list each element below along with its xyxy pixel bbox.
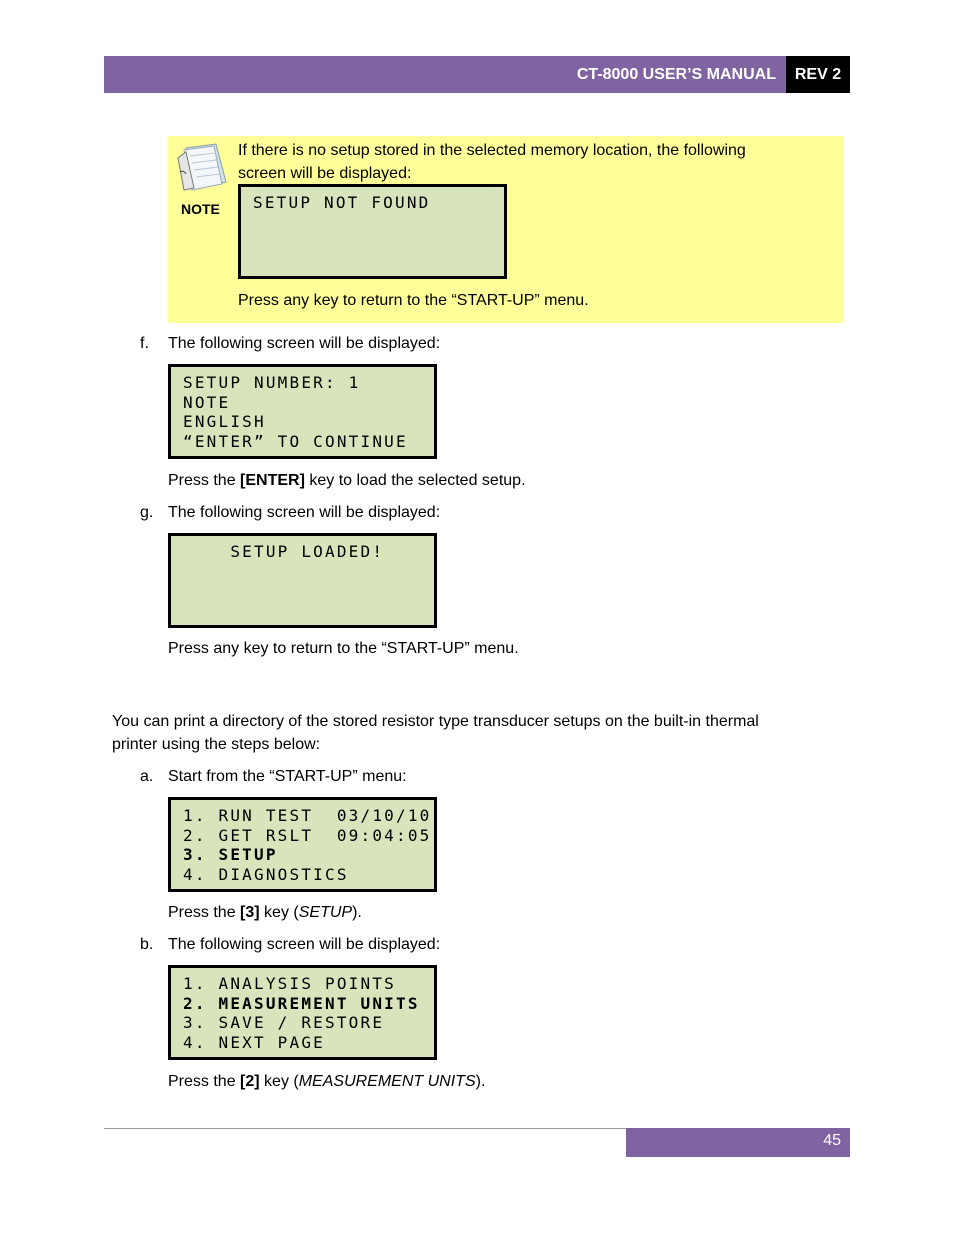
step-b-after-pre: Press the xyxy=(168,1073,241,1090)
enter-key-label: [ENTER] xyxy=(240,472,305,489)
intro-line1: You can print a directory of the stored resistor type transducer setups on the built-in thermal xyxy=(112,713,759,730)
step-b-after-post: ). xyxy=(475,1073,486,1090)
step-a-after-italic: SETUP xyxy=(298,904,353,921)
step-a-after-mid: key ( xyxy=(259,904,299,921)
step-marker-g: g. xyxy=(140,504,154,521)
lcd-line: ENGLISH xyxy=(183,412,266,431)
step-marker-a: a. xyxy=(140,768,154,785)
note-label: NOTE xyxy=(181,201,220,217)
key-2-label: [2] xyxy=(240,1073,260,1090)
note-after-text: Press any key to return to the “START-UP” menu. xyxy=(238,292,589,309)
key-3-label: [3] xyxy=(240,904,260,921)
lcd-setup-loaded xyxy=(168,533,437,628)
footer-bar xyxy=(626,1128,850,1157)
step-b-after-mid: key ( xyxy=(259,1073,299,1090)
step-f-after xyxy=(168,469,526,492)
step-f-after-post: key to load the selected setup. xyxy=(304,472,526,489)
lcd-setup-number xyxy=(168,364,437,459)
lcd-line xyxy=(183,581,434,601)
lcd-line: 1. RUN TEST 03/10/10 xyxy=(183,806,432,825)
notepad-icon xyxy=(176,142,228,192)
lcd-line: SETUP NUMBER: 1 xyxy=(183,373,361,392)
lcd-line: 2. GET RSLT 09:04:05 xyxy=(183,825,432,845)
step-b-text: The following screen will be displayed: xyxy=(168,936,441,953)
revision-badge: REV 2 xyxy=(786,56,850,93)
lcd-line xyxy=(253,232,504,252)
lcd-line xyxy=(183,601,434,621)
step-a-after xyxy=(168,901,362,924)
lcd-setup-not-found xyxy=(238,184,507,279)
lcd-line: SETUP NOT FOUND xyxy=(253,193,431,212)
step-b-after xyxy=(168,1070,485,1093)
step-a-after-pre: Press the xyxy=(168,904,241,921)
lcd-line xyxy=(253,252,504,272)
step-g-text: The following screen will be displayed: xyxy=(168,504,441,521)
step-a-after-post: ). xyxy=(352,904,362,921)
manual-title: CT-8000 USER’S MANUAL xyxy=(576,66,776,83)
lcd-line: 3. SAVE / RESTORE xyxy=(183,1013,385,1032)
lcd-line: 4. NEXT PAGE xyxy=(183,1032,325,1052)
lcd-startup-menu xyxy=(168,797,437,892)
page-number: 45 xyxy=(823,1132,841,1149)
lcd-line-selected: 2. MEASUREMENT UNITS xyxy=(183,993,420,1013)
note-intro-line1: If there is no setup stored in the selected memory location, the following xyxy=(238,142,746,159)
intro-line2: printer using the steps below: xyxy=(112,736,321,753)
lcd-line-selected: 3. SETUP xyxy=(183,845,278,864)
lcd-setup-menu xyxy=(168,965,437,1060)
step-marker-b: b. xyxy=(140,936,154,953)
step-b-after-italic: MEASUREMENT UNITS xyxy=(298,1073,476,1090)
lcd-line: SETUP LOADED! xyxy=(183,542,385,561)
lcd-line: NOTE xyxy=(183,392,231,412)
lcd-line xyxy=(253,213,504,233)
lcd-line: 1. ANALYSIS POINTS xyxy=(183,974,396,993)
lcd-line xyxy=(183,562,434,582)
step-a-text: Start from the “START-UP” menu: xyxy=(168,768,407,785)
lcd-line: 4. DIAGNOSTICS xyxy=(183,864,349,884)
step-g-after: Press any key to return to the “START-UP” menu. xyxy=(168,640,519,657)
note-intro-line2: screen will be displayed: xyxy=(238,165,412,182)
step-marker-f: f. xyxy=(140,335,149,352)
step-f-after-pre: Press the xyxy=(168,472,241,489)
header-bar xyxy=(104,56,786,93)
lcd-line: “ENTER” TO CONTINUE xyxy=(183,431,408,451)
footer-rule xyxy=(104,1128,626,1129)
step-f-text: The following screen will be displayed: xyxy=(168,335,441,352)
